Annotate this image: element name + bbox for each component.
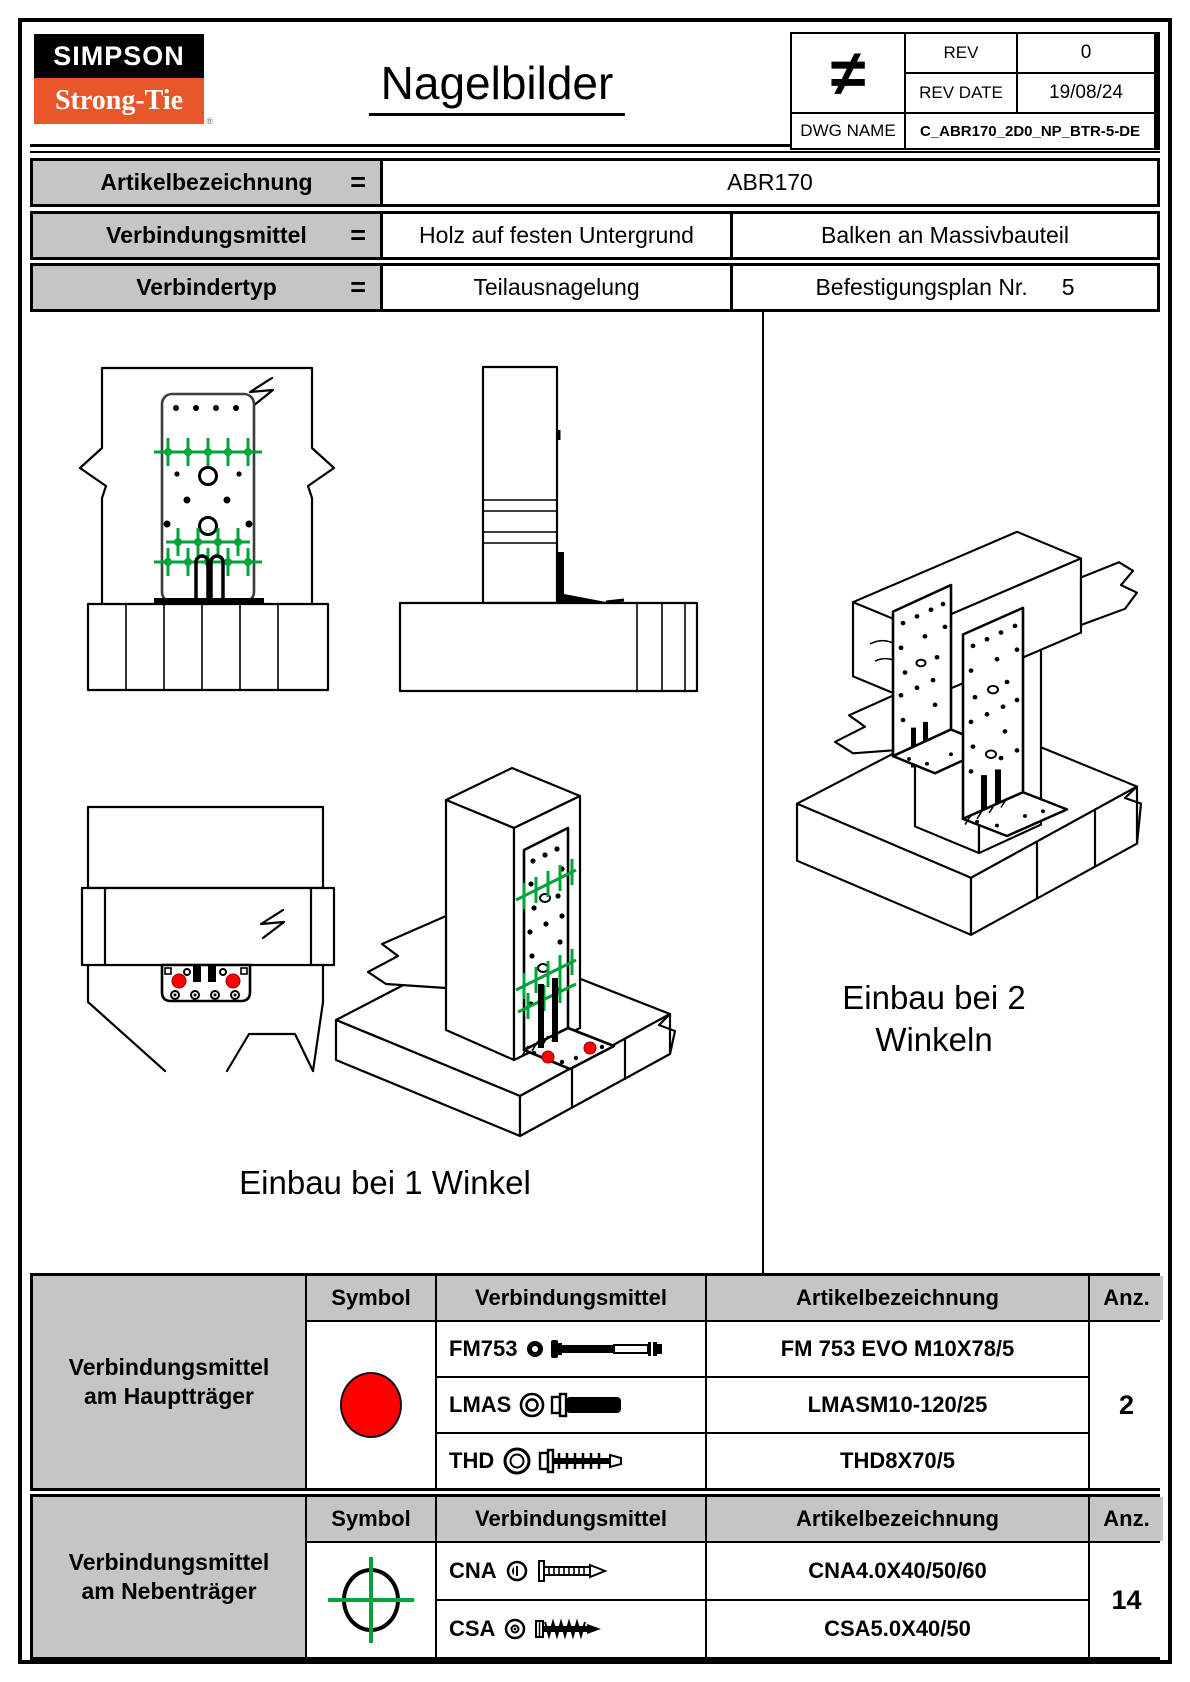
col-header-article: Artikelbezeichnung (707, 1497, 1088, 1541)
revision-table (790, 32, 1160, 150)
registered-mark: ® (206, 116, 213, 126)
group-label-main-member (33, 1276, 305, 1488)
header-double-line (30, 151, 1160, 153)
cna-ring-nail-icon (505, 1556, 655, 1586)
info-label (33, 161, 380, 204)
fastener-name: FM753 (449, 1336, 518, 1361)
fastener-name: CNA (449, 1558, 497, 1583)
isometric-two-brackets-drawing (775, 490, 1165, 970)
fastener-name: LMAS (449, 1392, 512, 1417)
caption-two-brackets (764, 977, 1104, 1061)
group-label-line1: Verbindungsmittel (68, 1354, 270, 1380)
rev-label: REV (906, 34, 1016, 72)
equals-sign: = (350, 272, 366, 302)
caption-two-brackets-line2: Winkeln (875, 1021, 993, 1058)
col-header-qty: Anz. (1090, 1276, 1163, 1320)
fastener-row-thd (437, 1434, 705, 1488)
fastener-name: THD (449, 1448, 495, 1473)
info-label (33, 266, 380, 309)
rev-value: 0 (1018, 34, 1154, 72)
group-label-line2: am Nebenträger (81, 1578, 257, 1604)
col-header-fastener: Verbindungsmittel (437, 1276, 705, 1320)
article-thd: THD8X70/5 (707, 1434, 1088, 1488)
info-label-text: Verbindungsmittel (106, 222, 307, 248)
info-row-verbindertyp (30, 263, 1160, 312)
qty-secondary-member: 14 (1090, 1543, 1163, 1657)
info-value-left: Teilausnagelung (383, 266, 730, 309)
article-fm753: FM 753 EVO M10X78/5 (707, 1322, 1088, 1376)
thd-screw-anchor-icon (502, 1444, 652, 1478)
side-view-drawing (372, 360, 702, 695)
info-value-left: Holz auf festen Untergrund (383, 214, 730, 257)
green-crosshair-nail-icon (325, 1554, 417, 1646)
fastener-row-csa (437, 1601, 705, 1657)
qty-main-member: 2 (1090, 1322, 1163, 1488)
main-area-divider (762, 312, 764, 1273)
fastener-table-main-member (30, 1273, 1160, 1491)
csa-screw-icon (503, 1614, 653, 1644)
dwg-name-label: DWG NAME (792, 114, 904, 148)
info-label-text: Verbindertyp (136, 274, 277, 300)
article-cna: CNA4.0X40/50/60 (707, 1543, 1088, 1599)
group-label-line1: Verbindungsmittel (68, 1549, 270, 1575)
lmas-anchor-bolt-icon (519, 1389, 669, 1421)
caption-one-bracket: Einbau bei 1 Winkel (239, 1164, 531, 1201)
isometric-one-bracket-drawing (318, 728, 713, 1138)
info-row-artikelbezeichnung (30, 158, 1160, 207)
info-row-verbindungsmittel (30, 211, 1160, 260)
red-anchor-dot-icon (340, 1372, 402, 1438)
title-block (30, 30, 1160, 147)
crosshair-vertical (369, 1557, 373, 1643)
rev-date-value: 19/08/24 (1018, 74, 1154, 112)
group-label-line2: am Hauptträger (84, 1383, 254, 1409)
rev-date-label: REV DATE (906, 74, 1016, 112)
col-header-article: Artikelbezeichnung (707, 1276, 1088, 1320)
fastener-row-fm753 (437, 1322, 705, 1376)
fm753-standoff-bolt-icon (525, 1334, 675, 1364)
col-header-fastener: Verbindungsmittel (437, 1497, 705, 1541)
group-label-secondary-member (33, 1497, 305, 1657)
dwg-name-value: C_ABR170_2D0_NP_BTR-5-DE (906, 114, 1154, 148)
equals-sign: = (350, 167, 366, 197)
symbol-cell-secondary-member (307, 1543, 435, 1657)
logo-strongtie (34, 78, 213, 126)
symbol-cell-main-member (307, 1322, 435, 1488)
caption-two-brackets-line1: Einbau bei 2 (842, 979, 1026, 1016)
not-equal-icon: ≠ (792, 34, 904, 112)
page-title: Nagelbilder (369, 58, 626, 116)
info-label-text: Artikelbezeichnung (100, 169, 313, 195)
info-value: ABR170 (383, 161, 1157, 204)
logo-strongtie-text: Strong-Tie (54, 85, 184, 116)
logo-simpson: SIMPSON (34, 34, 204, 78)
col-header-symbol: Symbol (307, 1497, 435, 1541)
simpson-strongtie-logo (34, 34, 213, 144)
article-lmas: LMASM10-120/25 (707, 1378, 1088, 1432)
info-label (33, 214, 380, 257)
col-header-qty: Anz. (1090, 1497, 1163, 1541)
sheet-border (18, 18, 1172, 1664)
fastener-row-cna (437, 1543, 705, 1599)
befestigungsplan-number: 5 (1061, 274, 1075, 300)
befestigungsplan-label: Befestigungsplan Nr. (815, 274, 1028, 300)
article-csa: CSA5.0X40/50 (707, 1601, 1088, 1657)
fastener-table-secondary-member (30, 1494, 1160, 1660)
top-view-drawing (57, 740, 357, 1075)
equals-sign: = (350, 220, 366, 250)
page-title-wrap (204, 30, 790, 144)
info-value-right: Balken an Massivbauteil (733, 214, 1157, 257)
front-view-drawing (60, 330, 360, 692)
fastener-name: CSA (449, 1616, 496, 1641)
info-value-right (733, 266, 1157, 309)
col-header-symbol: Symbol (307, 1276, 435, 1320)
fastener-row-lmas (437, 1378, 705, 1432)
